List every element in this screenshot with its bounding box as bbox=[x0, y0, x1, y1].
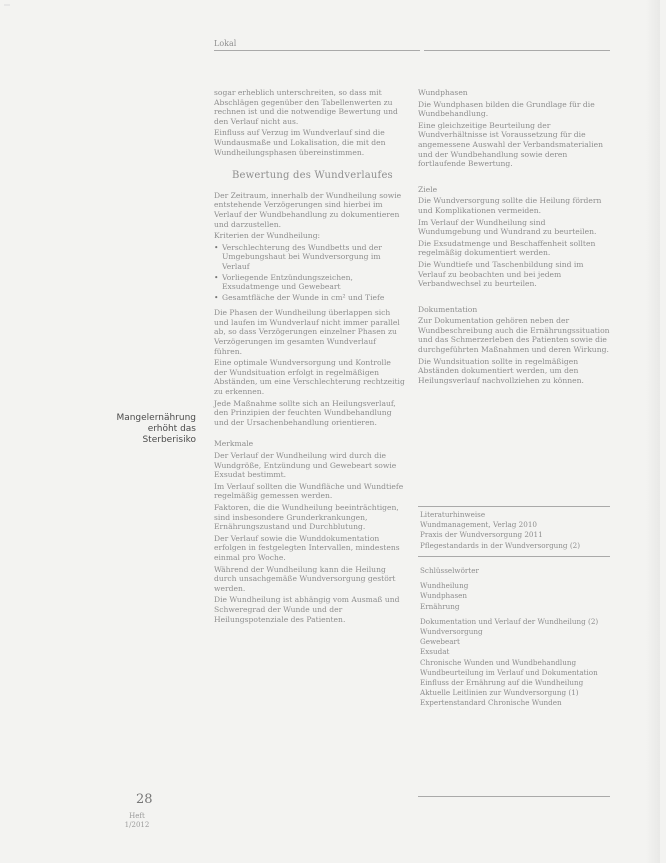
body-paragraph: Die Phasen der Wundheilung überlappen sich und laufen im Wundverlauf nicht immer parallel ab, so dass Verzögerungen einzelner Phasen zu Verzögerungen im gesamten Wundverlauf führen. bbox=[214, 308, 400, 356]
page-number: 28 bbox=[136, 792, 153, 807]
keyword-line: Wundversorgung bbox=[420, 627, 483, 637]
list-item: • Gesamtfläche der Wunde in cm² und Tiefe bbox=[214, 293, 406, 303]
page-edge-shadow bbox=[646, 0, 660, 863]
reference-line: Wundmanagement, Verlag 2010 bbox=[420, 520, 537, 530]
header-rule-right bbox=[424, 50, 610, 51]
keywords-heading: Schlüsselwörter bbox=[420, 566, 479, 575]
issue-info bbox=[120, 812, 154, 830]
issue-line: Heft bbox=[129, 812, 145, 820]
right-heading: Wundphasen bbox=[418, 88, 468, 97]
right-column bbox=[418, 88, 610, 387]
keyword-line: Exsudat bbox=[420, 647, 450, 657]
keyword-line: Wundheilung bbox=[420, 581, 469, 591]
keyword-line: Ernährung bbox=[420, 601, 460, 611]
keyword-line: Aktuelle Leitlinien zur Wundversorgung (1) bbox=[420, 688, 579, 698]
keyword-line: Gewebeart bbox=[420, 637, 460, 647]
box-rule-top bbox=[418, 506, 610, 507]
intro-paragraph: sogar erheblich unterschreiten, so dass mit Abschlägen gegenüber den Tabellenwerten zu rechnen ist und die notwendige Bewertung und den Verlauf nicht aus. bbox=[214, 88, 398, 126]
body-paragraph: Die Wundtiefe und Taschenbildung sind im Verlauf zu beobachten und bei jedem Verbandwechsel zu beurteilen. bbox=[418, 259, 584, 289]
subheading: Merkmale bbox=[214, 439, 254, 449]
corner-label bbox=[4, 4, 10, 6]
body-paragraph: Zur Dokumentation gehören neben der Wundbeschreibung auch die Ernährungssituation und das Schmerzerleben des Patienten sowie die durchgeführten Maßnahmen und deren Wirkung. bbox=[418, 316, 610, 355]
body-paragraph: Die Wundphasen bilden die Grundlage für die Wundbehandlung. bbox=[418, 99, 595, 119]
list-item: • Vorliegende Entzündungszeichen, Exsudatmenge und Gewebeart bbox=[214, 273, 406, 292]
body-paragraph: Jede Maßnahme sollte sich an Heilungsverlauf, den Prinzipien der feuchten Wundbehandlung und der Ursachenbehandlung orientieren. bbox=[214, 398, 396, 427]
body-paragraph: Der Verlauf sowie die Wunddokumentation erfolgen in festgelegten Intervallen, mindestens einmal pro Woche. bbox=[214, 533, 400, 562]
references-box bbox=[420, 510, 608, 551]
box-rule-bottom bbox=[418, 796, 610, 797]
keyword-line: Wundbeurteilung im Verlauf und Dokumentation bbox=[420, 667, 598, 677]
section-title: Bewertung des Wundverlaufes bbox=[232, 170, 393, 182]
body-paragraph: Die Wundsituation sollte in regelmäßigen Abständen dokumentiert werden, um den Heilungsverlauf nachvollziehen zu können. bbox=[418, 356, 584, 385]
header-rule-left bbox=[214, 50, 420, 51]
keyword-line: Einfluss der Ernährung auf die Wundheilung bbox=[420, 678, 584, 688]
list-intro: Kriterien der Wundheilung: bbox=[214, 231, 321, 241]
criteria-list bbox=[214, 243, 406, 303]
intro-paragraph: Einfluss auf Verzug im Wundverlauf sind die Wundausmaße und Lokalisation, die mit den Wundheilungsphasen übereinstimmen. bbox=[214, 128, 386, 157]
body-paragraph: Die Exsudatmenge und Beschaffenheit sollten regelmäßig dokumentiert werden. bbox=[418, 238, 596, 258]
sidebar-heading: Mangelernährung erhöht das Sterberisiko bbox=[116, 413, 196, 445]
keyword-line: Chronische Wunden und Wundbehandlung bbox=[420, 657, 577, 667]
reference-line: Pflegestandards in der Wundversorgung (2) bbox=[420, 540, 580, 550]
box-rule-mid bbox=[418, 556, 610, 557]
keywords-box bbox=[420, 566, 608, 709]
running-header: Lokal bbox=[214, 39, 237, 48]
list-item: • Verschlechterung des Wundbetts und der Umgebungshaut bei Wundversorgung im Verlauf bbox=[214, 243, 406, 272]
body-paragraph: Eine gleichzeitige Beurteilung der Wundverhältnisse ist Voraussetzung für die angemessene Auswahl der Verbandsmaterialien und der Wundbehandlung sowie deren fortlaufende Bewertung. bbox=[418, 120, 604, 169]
keyword-line: Expertenstandard Chronische Wunden bbox=[420, 698, 562, 708]
body-paragraph: Die Wundheilung ist abhängig vom Ausmaß und Schweregrad der Wunde und der Heilungspotenziale des Patienten. bbox=[214, 595, 400, 624]
reference-line: Praxis der Wundversorgung 2011 bbox=[420, 530, 543, 540]
section-intro: Der Zeitraum, innerhalb der Wundheilung sowie entstehende Verzögerungen sind hierbei im Verlauf der Wundbehandlung zu dokumentieren und darzustellen. bbox=[214, 190, 402, 229]
reference-line: Literaturhinweise bbox=[420, 510, 486, 519]
body-paragraph: Im Verlauf der Wundheilung sind Wundumgebung und Wundrand zu beurteilen. bbox=[418, 217, 597, 237]
right-heading: Dokumentation bbox=[418, 304, 478, 314]
body-paragraph: Im Verlauf sollten die Wundfläche und Wundtiefe regelmäßig gemessen werden. bbox=[214, 481, 404, 501]
keyword-line: Dokumentation und Verlauf der Wundheilung (2) bbox=[420, 616, 599, 626]
keyword-line: Wundphasen bbox=[420, 591, 468, 601]
body-paragraph: Während der Wundheilung kann die Heilung durch unsachgemäße Wundversorgung gestört werden. bbox=[214, 564, 396, 593]
right-heading: Ziele bbox=[418, 184, 438, 194]
issue-line: 1/2012 bbox=[124, 821, 150, 829]
left-column bbox=[214, 88, 406, 626]
body-paragraph: Der Verlauf der Wundheilung wird durch die Wundgröße, Entzündung und Gewebeart sowie Exsudat bestimmt. bbox=[214, 451, 397, 480]
body-paragraph: Die Wundversorgung sollte die Heilung fördern und Komplikationen vermeiden. bbox=[418, 196, 602, 215]
body-paragraph: Faktoren, die die Wundheilung beeinträchtigen, sind insbesondere Grunderkrankungen, Ernährungszustand und Durchblutung. bbox=[214, 502, 399, 532]
body-paragraph: Eine optimale Wundversorgung und Kontrolle der Wundsituation erfolgt in regelmäßigen Abständen, um eine Verschlechterung rechtzeitig zu erkennen. bbox=[214, 358, 405, 397]
